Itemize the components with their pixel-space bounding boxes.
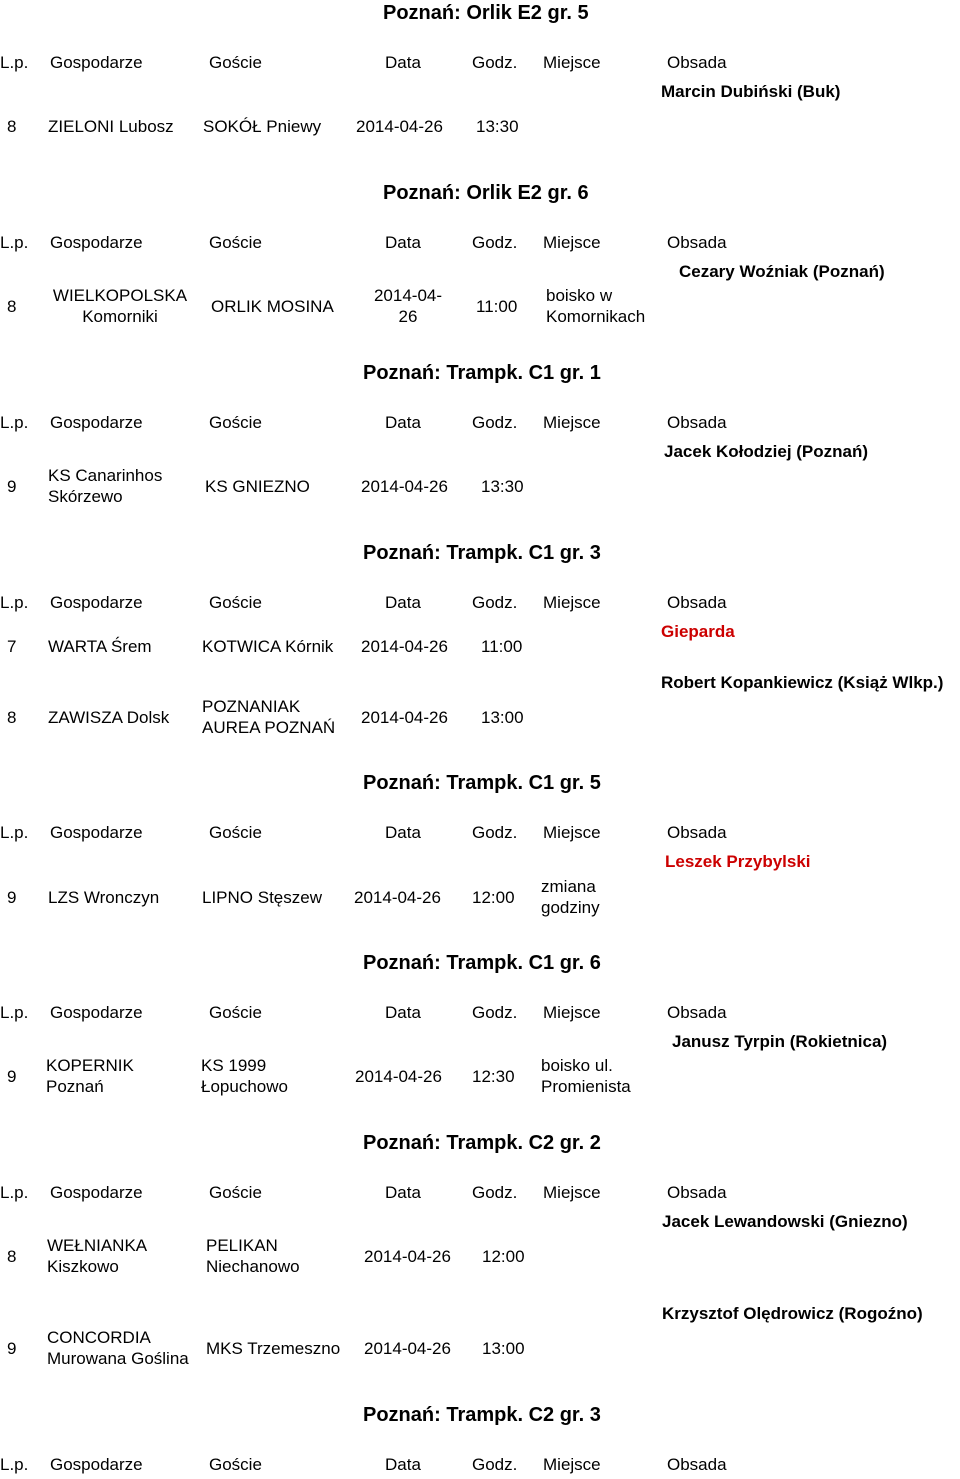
header-date: Data xyxy=(385,53,421,72)
match-away: PELIKAN Niechanowo xyxy=(206,1236,300,1276)
header-home: Gospodarze xyxy=(50,1455,143,1474)
header-place: Miejsce xyxy=(543,233,601,252)
header-lp: L.p. xyxy=(0,53,29,72)
header-ref: Obsada xyxy=(667,413,727,432)
header-time: Godz. xyxy=(472,53,518,72)
header-ref: Obsada xyxy=(667,593,727,612)
match-home: WARTA Śrem xyxy=(48,637,152,656)
header-home: Gospodarze xyxy=(50,823,143,842)
match-date: 2014-04-26 xyxy=(364,1247,451,1266)
header-place: Miejsce xyxy=(543,1183,601,1202)
match-away: LIPNO Stęszew xyxy=(202,888,322,907)
referee: Robert Kopankiewicz (Książ Wlkp.) xyxy=(661,673,944,692)
section-title: Poznań: Trampk. C1 gr. 3 xyxy=(363,542,601,564)
header-date: Data xyxy=(385,413,421,432)
header-home: Gospodarze xyxy=(50,413,143,432)
header-place: Miejsce xyxy=(543,53,601,72)
header-time: Godz. xyxy=(472,1455,518,1474)
match-away: MKS Trzemeszno xyxy=(206,1339,341,1358)
referee: Janusz Tyrpin (Rokietnica) xyxy=(672,1032,888,1051)
header-home: Gospodarze xyxy=(50,233,143,252)
header-place: Miejsce xyxy=(543,1003,601,1022)
referee: Leszek Przybylski xyxy=(665,852,811,871)
match-lp: 8 xyxy=(7,708,17,727)
match-home: WEŁNIANKA Kiszkowo xyxy=(47,1236,147,1276)
match-home: ZAWISZA Dolsk xyxy=(48,708,170,727)
header-away: Goście xyxy=(209,1003,262,1022)
match-away: ORLIK MOSINA xyxy=(211,297,334,316)
section-title: Poznań: Orlik E2 gr. 5 xyxy=(383,2,589,24)
header-home: Gospodarze xyxy=(50,1183,143,1202)
match-home: CONCORDIA Murowana Goślina xyxy=(47,1328,189,1368)
match-place: boisko ul. Promienista xyxy=(541,1056,631,1096)
match-lp: 9 xyxy=(7,1339,17,1358)
header-ref: Obsada xyxy=(667,823,727,842)
header-lp: L.p. xyxy=(0,233,29,252)
header-place: Miejsce xyxy=(543,823,601,842)
match-lp: 8 xyxy=(7,1247,17,1266)
match-home: LZS Wronczyn xyxy=(48,888,160,907)
match-date: 2014-04-26 xyxy=(361,637,448,656)
header-away: Goście xyxy=(209,413,262,432)
referee: Marcin Dubiński (Buk) xyxy=(661,82,841,101)
header-home: Gospodarze xyxy=(50,1003,143,1022)
match-time: 13:30 xyxy=(476,117,519,136)
match-lp: 7 xyxy=(7,637,17,656)
header-ref: Obsada xyxy=(667,1183,727,1202)
header-date: Data xyxy=(385,1003,421,1022)
referee: Gieparda xyxy=(661,622,735,641)
header-away: Goście xyxy=(209,1455,262,1474)
referee: Krzysztof Olędrowicz (Rogoźno) xyxy=(662,1304,923,1323)
header-date: Data xyxy=(385,1183,421,1202)
match-lp: 8 xyxy=(7,117,17,136)
match-home: ZIELONI Lubosz xyxy=(48,117,174,136)
match-away: KS 1999 Łopuchowo xyxy=(201,1056,288,1096)
header-away: Goście xyxy=(209,823,262,842)
header-ref: Obsada xyxy=(667,1455,727,1474)
header-time: Godz. xyxy=(472,593,518,612)
match-away: KOTWICA Kórnik xyxy=(202,637,334,656)
section-title: Poznań: Trampk. C1 gr. 5 xyxy=(363,772,601,794)
match-home: KS Canarinhos Skórzewo xyxy=(48,466,163,506)
match-home: KOPERNIK Poznań xyxy=(46,1056,134,1096)
header-place: Miejsce xyxy=(543,1455,601,1474)
match-away: POZNANIAK AUREA POZNAŃ xyxy=(202,697,336,737)
section-title: Poznań: Orlik E2 gr. 6 xyxy=(383,182,589,204)
match-date: 2014-04-26 xyxy=(355,1067,442,1086)
header-lp: L.p. xyxy=(0,593,29,612)
header-date: Data xyxy=(385,593,421,612)
header-lp: L.p. xyxy=(0,823,29,842)
match-lp: 9 xyxy=(7,1067,17,1086)
section-title: Poznań: Trampk. C2 gr. 2 xyxy=(363,1132,601,1154)
match-home: WIELKOPOLSKA Komorniki xyxy=(52,286,188,326)
header-away: Goście xyxy=(209,593,262,612)
header-place: Miejsce xyxy=(543,413,601,432)
section-title: Poznań: Trampk. C1 gr. 6 xyxy=(363,952,601,974)
match-lp: 9 xyxy=(7,477,17,496)
match-date: 2014-04-26 xyxy=(356,117,443,136)
header-date: Data xyxy=(385,233,421,252)
header-ref: Obsada xyxy=(667,1003,727,1022)
header-home: Gospodarze xyxy=(50,593,143,612)
referee: Cezary Woźniak (Poznań) xyxy=(679,262,885,281)
header-lp: L.p. xyxy=(0,1003,29,1022)
section-title: Poznań: Trampk. C2 gr. 3 xyxy=(363,1404,601,1426)
header-time: Godz. xyxy=(472,1183,518,1202)
match-time: 11:00 xyxy=(481,637,523,656)
match-lp: 8 xyxy=(7,297,17,316)
header-time: Godz. xyxy=(472,823,518,842)
match-date: 2014-04-26 xyxy=(361,708,448,727)
header-place: Miejsce xyxy=(543,593,601,612)
match-date: 2014-04-26 xyxy=(354,888,441,907)
match-lp: 9 xyxy=(7,888,17,907)
match-time: 11:00 xyxy=(476,297,518,316)
header-time: Godz. xyxy=(472,413,518,432)
match-place: boisko w Komornikach xyxy=(546,286,646,326)
match-time: 13:00 xyxy=(481,708,524,727)
match-time: 12:30 xyxy=(472,1067,515,1086)
match-date: 2014-04-26 xyxy=(361,477,448,496)
header-lp: L.p. xyxy=(0,1455,29,1474)
header-time: Godz. xyxy=(472,233,518,252)
header-lp: L.p. xyxy=(0,1183,29,1202)
section-title: Poznań: Trampk. C1 gr. 1 xyxy=(363,362,601,384)
match-date: 2014-04-26 xyxy=(364,1339,451,1358)
referee: Jacek Lewandowski (Gniezno) xyxy=(662,1212,908,1231)
referee: Jacek Kołodziej (Poznań) xyxy=(664,442,869,461)
header-ref: Obsada xyxy=(667,233,727,252)
header-home: Gospodarze xyxy=(50,53,143,72)
match-away: SOKÓŁ Pniewy xyxy=(203,117,322,136)
match-place: zmiana godziny xyxy=(541,877,600,917)
header-date: Data xyxy=(385,823,421,842)
header-time: Godz. xyxy=(472,1003,518,1022)
match-time: 13:30 xyxy=(481,477,524,496)
match-away: KS GNIEZNO xyxy=(205,477,310,496)
header-away: Goście xyxy=(209,53,262,72)
header-ref: Obsada xyxy=(667,53,727,72)
header-lp: L.p. xyxy=(0,413,29,432)
match-date: 2014-04-26 xyxy=(373,286,443,326)
match-time: 12:00 xyxy=(482,1247,525,1266)
header-date: Data xyxy=(385,1455,421,1474)
header-away: Goście xyxy=(209,1183,262,1202)
header-away: Goście xyxy=(209,233,262,252)
match-time: 13:00 xyxy=(482,1339,525,1358)
match-time: 12:00 xyxy=(472,888,515,907)
